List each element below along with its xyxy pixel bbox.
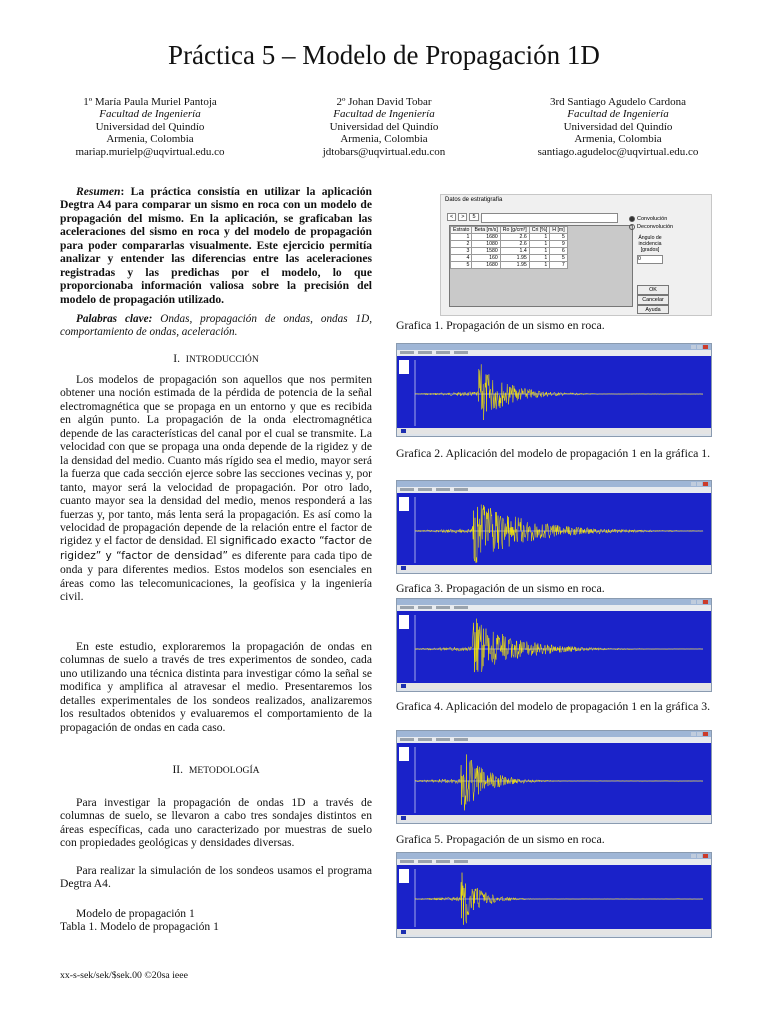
stratum-count-field[interactable]: 5: [469, 213, 478, 221]
stats-box: [399, 869, 409, 883]
seismogram-window-2: [396, 480, 712, 574]
stats-box: [399, 360, 409, 374]
window-statusbar: [397, 683, 711, 689]
cancel-button[interactable]: Cancelar: [637, 295, 669, 305]
section-heading-metodologia: [60, 763, 372, 776]
window-statusbar: [397, 815, 711, 821]
table-cell[interactable]: 1.95: [500, 262, 529, 269]
section-heading-introduccion: [60, 352, 372, 365]
seismogram-plot: [397, 356, 711, 428]
seismogram-plot: [397, 743, 711, 815]
next-stratum-button[interactable]: >: [458, 213, 467, 221]
author-university: Universidad del Quindío: [563, 120, 673, 133]
author-email: santiago.agudeloc@uqvirtual.edu.co: [537, 145, 699, 158]
author-name: 1º María Paula Muriel Pantoja: [83, 96, 217, 108]
table-cell[interactable]: 3: [451, 248, 472, 255]
seismogram-window-5: [396, 852, 712, 938]
column-header: Cri [%]: [529, 227, 550, 234]
maximize-icon[interactable]: [697, 732, 702, 736]
status-button-icon[interactable]: [401, 566, 406, 570]
abstract: [60, 185, 372, 306]
seismogram-window-4: [396, 730, 712, 824]
acceleration-trace: [415, 873, 703, 925]
author-faculty: Facultad de Ingeniería: [333, 108, 435, 121]
section-title: METODOLOGÍA: [188, 765, 260, 776]
table-cell[interactable]: 1.4: [500, 248, 529, 255]
table-row[interactable]: [451, 248, 568, 255]
table-row[interactable]: [451, 255, 568, 262]
figure-caption-3: Grafica 3. Propagación de un sismo en roca.: [396, 581, 605, 595]
page-footer: xx-s-sek/sek/$sek.00 ©20sa ieee: [60, 970, 188, 981]
column-header: Estrato: [451, 227, 472, 234]
abstract-label: Resumen: [76, 185, 121, 198]
keywords-text: Ondas, propagación de ondas, ondas 1D, comportamiento de ondas, aceleración.: [60, 313, 372, 339]
acceleration-trace: [415, 754, 703, 810]
table-row[interactable]: [451, 241, 568, 248]
status-button-icon[interactable]: [401, 429, 406, 433]
close-icon[interactable]: [703, 600, 708, 604]
table-cell[interactable]: 1: [529, 241, 550, 248]
author-block-3: [500, 96, 736, 158]
author-university: Universidad del Quindío: [329, 120, 439, 133]
paper-title: Práctica 5 – Modelo de Propagación 1D: [168, 40, 600, 70]
seismogram-plot: [397, 865, 711, 929]
maximize-icon[interactable]: [697, 482, 702, 486]
stratigraphy-dialog: [440, 194, 712, 316]
intro-text-a: Los modelos de propagación son aquellos que nos permiten obtener una noción estimada de la pérdida de potencia de la señal electromagnética que se propaga en un entorno y que es recibida en algún punto. La propagación de la onda electromagnética depende de las características del canal por el cual se transmite. La velocidad con que se propaga una onda depende de la rigidez y de la densidad del medio. Cuanto más rígido sea el medio, mayor será la fuerza que cada sección ejerce sobre las secciones vecinas y, por tanto, mayor será la velocidad de propagación. Por otro lado, cuanto mayor sea la densidad del medio, menos responderá a las fuerzas y, por tanto, más lenta será la propagación. Es así como la velocidad de propagación depende de la relación entre el factor de rigidez y el factor de densidad. El: [60, 373, 372, 548]
window-statusbar: [397, 929, 711, 935]
intro-paragraph-2: [60, 640, 372, 734]
table-cell[interactable]: 7: [550, 262, 567, 269]
method-paragraph-1: [60, 796, 372, 850]
seismogram-window-3: [396, 598, 712, 692]
table-cell[interactable]: 1: [529, 248, 550, 255]
seismogram-trace: [397, 865, 709, 929]
close-icon[interactable]: [703, 732, 708, 736]
author-name: 2º Johan David Tobar: [336, 96, 432, 108]
column-header: Beta [m/s]: [472, 227, 500, 234]
author-email: jdtobars@uqvirtual.edu.con: [322, 145, 446, 158]
strata-table-area: [449, 225, 633, 307]
author-block-1: [32, 96, 268, 158]
table-cell[interactable]: 2.6: [500, 234, 529, 241]
author-city: Armenia, Colombia: [106, 133, 194, 146]
minimize-icon[interactable]: [691, 732, 696, 736]
author-city: Armenia, Colombia: [340, 133, 428, 146]
intro-paragraph-2-text: En este estudio, exploraremos la propagación de ondas en columnas de suelo a través de tres experimentos de sondeo, cada uno utilizando una técnica distinta para investigar cómo la señal se modifica y amplifica al atravesar el medio. Presentaremos los detalles experimentales de los sondeos realizados, analizaremos los resultados obtenidos y evaluaremos el comportamiento de la propagación de ondas en cada caso.: [60, 640, 372, 734]
seismogram-trace: [397, 743, 709, 815]
close-icon[interactable]: [703, 345, 708, 349]
table-cell[interactable]: 1680: [472, 234, 500, 241]
figure-caption-5: Grafica 5. Propagación de un sismo en roca.: [396, 832, 605, 846]
author-university: Universidad del Quindío: [95, 120, 205, 133]
seismogram-plot: [397, 611, 711, 683]
stratum-navigator: [447, 213, 479, 221]
status-button-icon[interactable]: [401, 930, 406, 934]
window-statusbar: [397, 565, 711, 571]
minimize-icon[interactable]: [691, 600, 696, 604]
intro-text-c: es diferente para cada tipo de onda y para diferentes medios. Estos modelos son esenciales en áreas como las telecomunicaciones, la geofísica y la ingeniería civil.: [60, 548, 373, 604]
author-email: mariap.murielp@uqvirtual.edu.co: [75, 145, 225, 158]
author-faculty: Facultad de Ingeniería: [99, 108, 201, 121]
seismogram-plot: [397, 493, 711, 565]
figure-caption-2: Grafica 2. Aplicación del modelo de propagación 1 en la gráfica 1.: [396, 446, 711, 460]
method-paragraph-3: [60, 907, 372, 934]
method-paragraph-2: [60, 864, 372, 891]
seismogram-window-1: [396, 343, 712, 437]
author-block-2: [266, 96, 502, 158]
close-icon[interactable]: [703, 482, 708, 486]
table-cell[interactable]: 1580: [472, 248, 500, 255]
table-cell[interactable]: 1080: [472, 241, 500, 248]
table-cell[interactable]: 2: [451, 241, 472, 248]
angle-label: Ángulo de incidencia [grados]: [638, 235, 662, 253]
minimize-icon[interactable]: [691, 345, 696, 349]
table-cell[interactable]: 1: [529, 262, 550, 269]
method-paragraph-1-text: Para investigar la propagación de ondas 1D a través de columnas de suelo, se llevaron a cabo tres sondajes distintos en áreas específicas, cada uno caracterizado por muestras de suelo con propiedades geológicas y densidades diversas.: [60, 796, 372, 850]
strata-table: [450, 226, 568, 269]
seismogram-trace: [397, 611, 709, 683]
angle-input[interactable]: 0: [637, 255, 663, 264]
table-cell[interactable]: 1: [529, 255, 550, 262]
acceleration-trace: [415, 619, 703, 673]
seismogram-trace: [397, 356, 709, 428]
radio-convolucion[interactable]: [629, 215, 673, 223]
figure-caption-1: Grafica 1. Propagación de un sismo en roca.: [396, 318, 605, 332]
table-cell[interactable]: 1: [451, 234, 472, 241]
table-row[interactable]: [451, 262, 568, 269]
window-statusbar: [397, 428, 711, 434]
table-cell[interactable]: 1: [529, 234, 550, 241]
dialog-title: Datos de estratigrafía: [445, 197, 503, 203]
section-number: I.: [173, 352, 180, 365]
column-header: Ro [g/cm³]: [500, 227, 529, 234]
table-cell[interactable]: 5: [451, 262, 472, 269]
table-cell[interactable]: 6: [550, 248, 567, 255]
table-caption: Tabla 1. Modelo de propagación 1: [60, 920, 219, 934]
abstract-text: : La práctica consistía en utilizar la aplicación Degtra A4 para comparar un sismo en roca con un modelo de propagación del mismo. En la aplicación, se graficaban las aceleraciones del sismo en roca y del modelo de propagación para poder compararlas visualmente. Este ejercicio permitía analizar y entender las diferencias entre las aceleraciones registradas y las predichas por el modelo, lo que proporcionaba información valiosa sobre la precisión del modelo de propagación utilizado.: [60, 185, 372, 306]
author-faculty: Facultad de Ingeniería: [567, 108, 669, 121]
column-header: H [m]: [550, 227, 567, 234]
prev-stratum-button[interactable]: <: [447, 213, 456, 221]
section-number: II.: [172, 763, 184, 776]
stats-box: [399, 615, 409, 629]
acceleration-trace: [415, 505, 703, 563]
table-cell[interactable]: 1680: [472, 262, 500, 269]
table-cell[interactable]: 4: [451, 255, 472, 262]
radio-selected-icon: [629, 216, 635, 222]
keywords: [60, 313, 372, 340]
table-cell[interactable]: 5: [550, 255, 567, 262]
author-name: 3rd Santiago Agudelo Cardona: [550, 96, 686, 108]
model-label: Modelo de propagación 1: [76, 907, 195, 920]
help-button[interactable]: Ayuda: [637, 305, 669, 314]
table-cell[interactable]: 1.95: [500, 255, 529, 262]
mode-radio-group: [629, 215, 673, 231]
keywords-label: Palabras clave:: [76, 313, 153, 325]
table-cell[interactable]: 160: [472, 255, 500, 262]
stats-box: [399, 497, 409, 511]
table-cell[interactable]: 9: [550, 241, 567, 248]
method-paragraph-2-text: Para realizar la simulación de los sondeos usamos el programa Degtra A4.: [60, 864, 372, 891]
radio-deconvolucion[interactable]: [629, 223, 673, 231]
table-cell[interactable]: 2.6: [500, 241, 529, 248]
table-cell[interactable]: 5: [550, 234, 567, 241]
acceleration-trace: [415, 364, 703, 420]
minimize-icon[interactable]: [691, 482, 696, 486]
maximize-icon[interactable]: [697, 854, 702, 858]
figure-caption-4: Grafica 4. Aplicación del modelo de propagación 1 en la gráfica 3.: [396, 699, 711, 713]
radio-empty-icon: [629, 224, 635, 230]
intro-paragraph-1: [60, 373, 372, 604]
status-button-icon[interactable]: [401, 684, 406, 688]
minimize-icon[interactable]: [691, 854, 696, 858]
table-row[interactable]: [451, 234, 568, 241]
file-path-field[interactable]: [481, 213, 618, 223]
maximize-icon[interactable]: [697, 345, 702, 349]
section-title: INTRODUCCIÓN: [185, 354, 259, 365]
stats-box: [399, 747, 409, 761]
radio-label: Convolución: [637, 216, 668, 222]
maximize-icon[interactable]: [697, 600, 702, 604]
radio-label: Deconvolución: [637, 224, 674, 230]
ok-button[interactable]: OK: [637, 285, 669, 295]
close-icon[interactable]: [703, 854, 708, 858]
seismogram-trace: [397, 493, 709, 565]
intro-text-b: significado exacto “factor de rigidez” y “factor de densidad”: [60, 535, 372, 562]
author-city: Armenia, Colombia: [574, 133, 662, 146]
status-button-icon[interactable]: [401, 816, 406, 820]
